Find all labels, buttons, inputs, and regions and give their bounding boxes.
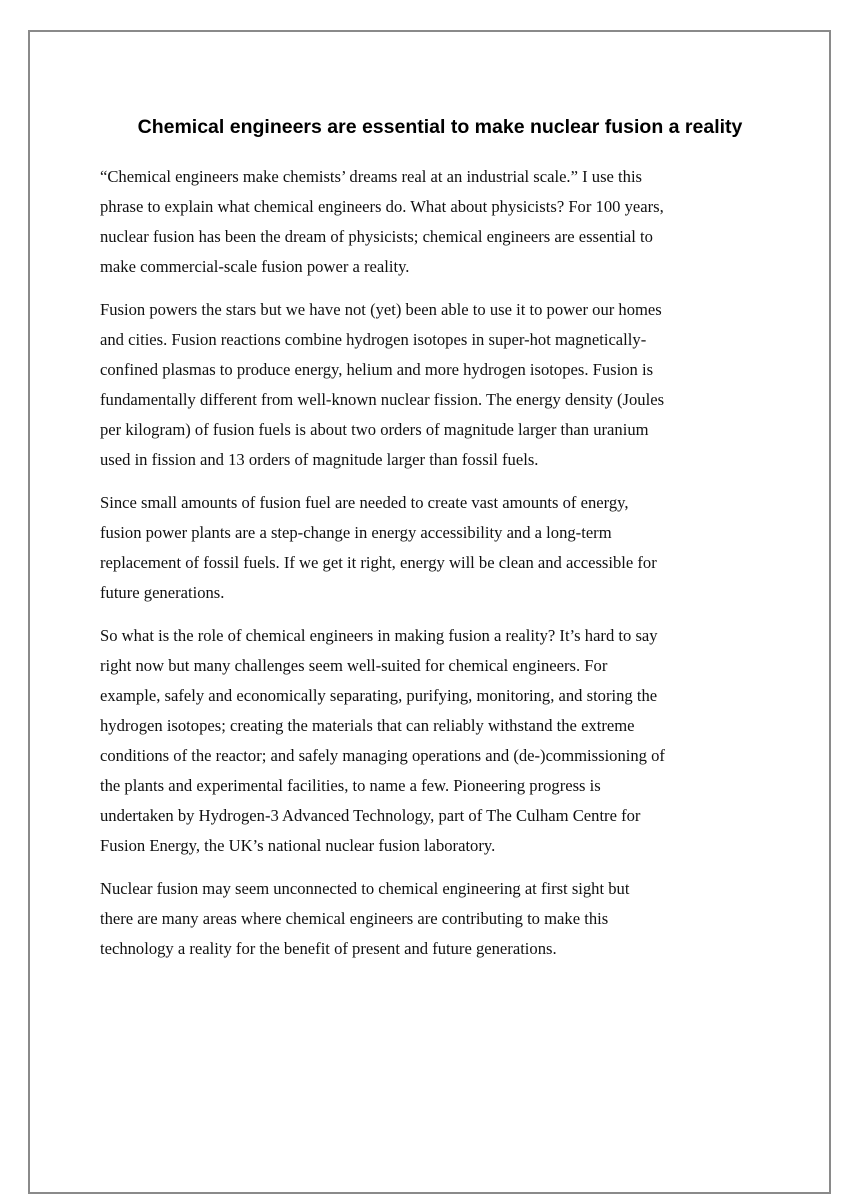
document-page [28, 30, 831, 1194]
text-line: confined plasmas to produce energy, helium and more hydrogen isotopes. Fusion is [100, 360, 654, 379]
document-title: Chemical engineers are essential to make nuclear fusion a reality [137, 116, 743, 138]
text-line: make commercial-scale fusion power a reality. [100, 257, 410, 276]
text-line: example, safely and economically separating, purifying, monitoring, and storing the [100, 686, 658, 705]
text-line: Fusion powers the stars but we have not (yet) been able to use it to power our homes [100, 300, 662, 319]
text-line: per kilogram) of fusion fuels is about two orders of magnitude larger than uranium [100, 420, 649, 439]
paragraph-energy-access [100, 488, 780, 608]
text-line: nuclear fusion has been the dream of physicists; chemical engineers are essential to [100, 227, 653, 246]
text-line: phrase to explain what chemical engineers do. What about physicists? For 100 years, [100, 197, 664, 216]
text-line: “Chemical engineers make chemists’ dreams real at an industrial scale.” I use this [100, 167, 643, 186]
text-line: hydrogen isotopes; creating the materials that can reliably withstand the extreme [100, 716, 635, 735]
text-line: technology a reality for the benefit of present and future generations. [100, 939, 557, 958]
text-line: right now but many challenges seem well-suited for chemical engineers. For [100, 656, 608, 675]
text-line: there are many areas where chemical engineers are contributing to make this [100, 909, 609, 928]
text-line: replacement of fossil fuels. If we get it right, energy will be clean and accessible for [100, 553, 657, 572]
paragraph-conclusion [100, 874, 780, 964]
text-line: conditions of the reactor; and safely managing operations and (de-)commissioning of [100, 746, 665, 765]
text-line: So what is the role of chemical engineers in making fusion a reality? It’s hard to say [100, 626, 658, 645]
paragraph-role-of-engineers [100, 621, 780, 861]
text-line: fundamentally different from well-known nuclear fission. The energy density (Joules [100, 390, 665, 409]
text-line: undertaken by Hydrogen-3 Advanced Technology, part of The Culham Centre for [100, 806, 641, 825]
text-line: Nuclear fusion may seem unconnected to chemical engineering at first sight but [100, 879, 630, 898]
text-line: the plants and experimental facilities, to name a few. Pioneering progress is [100, 776, 601, 795]
document-body [100, 114, 780, 977]
text-line: used in fission and 13 orders of magnitude larger than fossil fuels. [100, 450, 539, 469]
text-line: Since small amounts of fusion fuel are needed to create vast amounts of energy, [100, 493, 629, 512]
text-line: fusion power plants are a step-change in energy accessibility and a long-term [100, 523, 612, 542]
text-line: Fusion Energy, the UK’s national nuclear fusion laboratory. [100, 836, 496, 855]
text-line: and cities. Fusion reactions combine hydrogen isotopes in super-hot magnetically- [100, 330, 647, 349]
text-line: future generations. [100, 583, 225, 602]
paragraph-intro [100, 162, 780, 282]
paragraph-fusion-basics [100, 295, 780, 475]
